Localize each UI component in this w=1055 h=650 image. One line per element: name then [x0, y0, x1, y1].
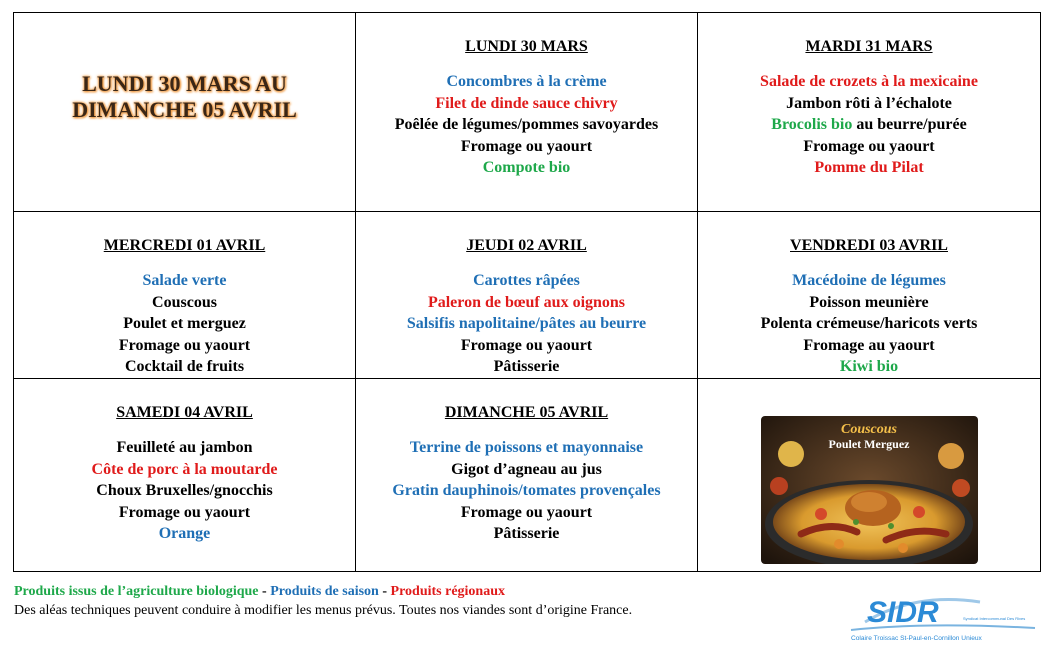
dish-item: Gratin dauphinois/tomates provençales: [392, 482, 661, 500]
legend-season: Produits de saison: [270, 584, 379, 599]
day-heading: JEUDI 02 AVRIL: [466, 237, 587, 254]
dish-item: Orange: [158, 525, 211, 543]
dish-item: Côte de porc à la moutarde: [91, 460, 278, 478]
dish-item: Fromage ou yaourt: [803, 137, 935, 155]
photo-caption-line2: Poulet Merguez: [828, 436, 909, 451]
dish-list: [14, 270, 355, 378]
weekly-menu-table: [13, 12, 1041, 572]
dish-item: Gigot d’agneau au jus: [451, 460, 602, 478]
day-heading: LUNDI 30 MARS: [465, 38, 588, 55]
week-title-cell: [14, 13, 356, 212]
photo-caption-line1: Couscous: [840, 421, 897, 437]
day-heading: SAMEDI 04 AVRIL: [116, 403, 253, 421]
day-heading: MERCREDI 01 AVRIL: [103, 237, 266, 254]
legend-bio: Produits issus de l’agriculture biologique: [14, 584, 259, 599]
dish-item: Compote bio: [482, 159, 571, 177]
color-legend: [14, 584, 505, 600]
legend-separator: -: [258, 584, 271, 599]
day-heading: MARDI 31 MARS: [805, 38, 933, 55]
dish-item: Poulet et merguez: [123, 315, 246, 333]
dish-list: [698, 71, 1040, 179]
dish-item: Fromage ou yaourt: [460, 336, 593, 354]
dish-list: [356, 437, 697, 545]
dish-item: Pâtisserie: [493, 358, 560, 376]
dish-item: Poêlée de légumes/pommes savoyardes: [394, 116, 659, 134]
dish-item: Salade de crozets à la mexicaine: [760, 73, 978, 90]
day-cell-tuesday: [698, 13, 1041, 212]
photo-cell: [698, 378, 1041, 571]
dish-item: Macédoine de légumes: [792, 272, 946, 289]
dish-item: Carottes râpées: [473, 272, 580, 289]
dish-item: Pomme du Pilat: [814, 159, 924, 177]
logo-communes: Colaire Troissac St-Paul-en-Cornillon Unieux: [851, 635, 982, 642]
logo-tagline: Syndicat Intercommunal Des Rives: [963, 616, 1026, 621]
day-cell-wednesday: [14, 212, 356, 379]
week-title: LUNDI 30 MARS AU DIMANCHE 05 AVRIL: [72, 71, 297, 122]
dish-item: [698, 114, 1040, 136]
disclaimer-note: Des aléas techniques peuvent conduire à modifier les menus prévus. Toutes nos viandes sont d’origine France.: [14, 603, 633, 618]
day-cell-thursday: [356, 212, 698, 379]
dish-item: Couscous: [152, 293, 217, 311]
dish-item: Fromage ou yaourt: [118, 503, 251, 521]
dish-item: Cocktail de fruits: [124, 358, 245, 376]
dish-list: [356, 270, 697, 378]
dish-list: [14, 437, 355, 545]
dish-item: Fromage ou yaourt: [118, 336, 251, 354]
day-cell-sunday: [356, 378, 698, 571]
dish-item: Feuilleté au jambon: [116, 438, 253, 456]
dish-item: Jambon rôti à l’échalote: [786, 94, 952, 112]
dish-item: Choux Bruxelles/gnocchis: [96, 482, 273, 500]
dish-rest-part: au beurre/purée: [852, 116, 967, 134]
dish-item: Polenta crémeuse/haricots verts: [760, 315, 978, 333]
day-cell-monday: [356, 13, 698, 212]
couscous-photo: [761, 416, 978, 564]
dish-item: Concombres à la crème: [446, 73, 607, 90]
day-heading: DIMANCHE 05 AVRIL: [444, 403, 609, 421]
dish-item: Fromage ou yaourt: [460, 137, 593, 155]
logo-name: SIDR: [867, 596, 939, 629]
dish-list: [356, 71, 697, 179]
dish-item: Paleron de bœuf aux oignons: [427, 293, 626, 311]
dish-item: Fromage ou yaourt: [460, 503, 593, 521]
dish-bio-part: Brocolis bio: [771, 116, 853, 134]
dish-item: Salade verte: [142, 272, 227, 289]
day-cell-saturday: [14, 378, 356, 571]
dish-item: Salsifis napolitaine/pâtes au beurre: [406, 315, 647, 333]
day-cell-friday: [698, 212, 1041, 379]
dish-item: Kiwi bio: [839, 358, 899, 376]
dish-list: [698, 270, 1040, 378]
dish-item: Pâtisserie: [493, 525, 560, 543]
dish-item: Filet de dinde sauce chivry: [435, 94, 618, 112]
day-heading: VENDREDI 03 AVRIL: [790, 237, 948, 254]
dish-item: Terrine de poissons et mayonnaise: [409, 438, 644, 456]
sidr-logo: [845, 588, 1045, 644]
dish-item: Poisson meunière: [809, 293, 929, 311]
legend-regional: Produits régionaux: [390, 584, 506, 599]
legend-separator: -: [378, 584, 391, 599]
dish-item: Fromage au yaourt: [803, 336, 935, 354]
